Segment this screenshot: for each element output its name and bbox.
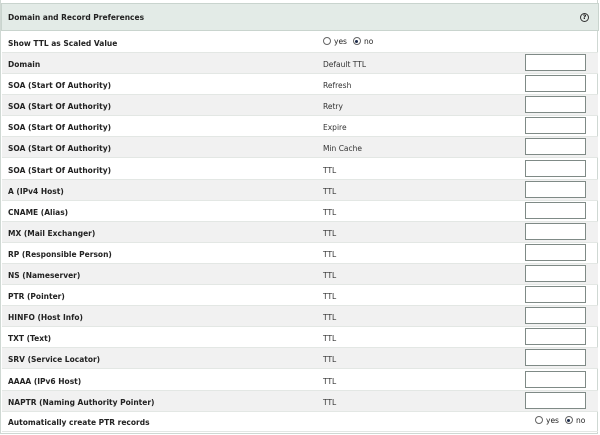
record-type-label: A (IPv4 Host) bbox=[8, 186, 64, 196]
auto-ptr-yes-label: yes bbox=[546, 416, 559, 425]
ttl-row bbox=[2, 264, 598, 285]
ttl-row bbox=[2, 53, 598, 74]
record-type-label: TXT (Text) bbox=[8, 334, 52, 344]
panel-header bbox=[1, 3, 599, 31]
ttl-row bbox=[2, 74, 598, 95]
ttl-field-label: TTL bbox=[323, 207, 337, 217]
record-type-label: Domain bbox=[8, 60, 41, 69]
ttl-input[interactable] bbox=[525, 286, 586, 303]
ttl-field-label: TTL bbox=[323, 355, 337, 365]
record-type-label: SOA (Start Of Authority) bbox=[8, 102, 112, 112]
ttl-input[interactable] bbox=[525, 160, 586, 177]
ttl-input[interactable] bbox=[525, 265, 586, 282]
ttl-input[interactable] bbox=[525, 349, 586, 366]
ttl-input[interactable] bbox=[525, 223, 586, 240]
ttl-input[interactable] bbox=[525, 117, 586, 134]
auto-ptr-no-label: no bbox=[575, 416, 586, 425]
panel-title: Domain and Record Preferences bbox=[8, 13, 145, 22]
ttl-input[interactable] bbox=[525, 54, 586, 71]
scaled-ttl-yes-radio[interactable] bbox=[323, 37, 331, 45]
scaled-ttl-yes-label: yes bbox=[334, 37, 347, 46]
ttl-field-label: TTL bbox=[323, 165, 337, 175]
ttl-field-label: TTL bbox=[323, 313, 337, 323]
scaled-ttl-no-radio[interactable] bbox=[353, 37, 361, 45]
scaled-ttl-label: Show TTL as Scaled Value bbox=[8, 39, 118, 48]
ttl-field-label: Retry bbox=[323, 102, 343, 112]
ttl-input[interactable] bbox=[525, 392, 586, 409]
ttl-input[interactable] bbox=[525, 202, 586, 219]
record-type-label: SOA (Start Of Authority) bbox=[8, 123, 112, 133]
record-type-label: SOA (Start Of Authority) bbox=[8, 165, 112, 175]
ttl-input[interactable] bbox=[525, 328, 586, 345]
scaled-ttl-row bbox=[2, 32, 598, 53]
ttl-row bbox=[2, 180, 598, 201]
ttl-row bbox=[2, 306, 598, 327]
ttl-field-label: Min Cache bbox=[323, 144, 363, 154]
ttl-input[interactable] bbox=[525, 96, 586, 113]
ttl-input[interactable] bbox=[525, 307, 586, 324]
ttl-row bbox=[2, 137, 598, 158]
auto-ptr-yes-radio[interactable] bbox=[535, 416, 543, 424]
ttl-field-label: TTL bbox=[323, 376, 337, 386]
ttl-input[interactable] bbox=[525, 371, 586, 388]
ttl-field-label: TTL bbox=[323, 292, 337, 302]
auto-ptr-label: Automatically create PTR records bbox=[8, 418, 150, 427]
ttl-input[interactable] bbox=[525, 244, 586, 261]
ttl-field-label: TTL bbox=[323, 334, 337, 344]
ttl-row bbox=[2, 116, 598, 137]
ttl-field-label: Refresh bbox=[323, 81, 352, 91]
record-type-label: RP (Responsible Person) bbox=[8, 249, 112, 259]
auto-ptr-no-radio[interactable] bbox=[565, 416, 573, 424]
record-type-label: NAPTR (Naming Authority Pointer) bbox=[8, 397, 155, 407]
record-type-label: CNAME (Alias) bbox=[8, 207, 69, 217]
record-type-label: SOA (Start Of Authority) bbox=[8, 81, 112, 91]
ttl-row bbox=[2, 243, 598, 264]
ttl-field-label: Expire bbox=[323, 123, 347, 133]
ttl-row bbox=[2, 285, 598, 306]
ttl-field-label: TTL bbox=[323, 228, 337, 238]
auto-ptr-radio-group bbox=[535, 416, 591, 425]
ttl-row bbox=[2, 95, 598, 116]
ttl-input[interactable] bbox=[525, 138, 586, 155]
record-type-label: AAAA (IPv6 Host) bbox=[8, 376, 82, 386]
ttl-row bbox=[2, 327, 598, 348]
record-type-label: PTR (Pointer) bbox=[8, 292, 65, 302]
ttl-row bbox=[2, 348, 598, 369]
ttl-row bbox=[2, 370, 598, 391]
ttl-row bbox=[2, 222, 598, 243]
record-type-label: SOA (Start Of Authority) bbox=[8, 144, 112, 154]
record-type-label: HINFO (Host Info) bbox=[8, 313, 83, 323]
auto-ptr-row bbox=[2, 411, 598, 432]
scaled-ttl-no-label: no bbox=[363, 37, 374, 46]
ttl-row bbox=[2, 391, 598, 412]
ttl-input[interactable] bbox=[525, 75, 586, 92]
record-type-label: NS (Nameserver) bbox=[8, 271, 81, 280]
ttl-field-label: TTL bbox=[323, 397, 337, 407]
ttl-row bbox=[2, 201, 598, 222]
ttl-field-label: TTL bbox=[323, 271, 337, 280]
ttl-field-label: TTL bbox=[323, 249, 337, 259]
ttl-input[interactable] bbox=[525, 181, 586, 198]
ttl-field-label: Default TTL bbox=[323, 60, 366, 69]
scaled-ttl-radio-group bbox=[323, 37, 379, 46]
ttl-field-label: TTL bbox=[323, 186, 337, 196]
ttl-row bbox=[2, 159, 598, 180]
record-type-label: SRV (Service Locator) bbox=[8, 355, 101, 365]
help-icon[interactable]: ? bbox=[580, 13, 589, 22]
record-type-label: MX (Mail Exchanger) bbox=[8, 228, 96, 238]
